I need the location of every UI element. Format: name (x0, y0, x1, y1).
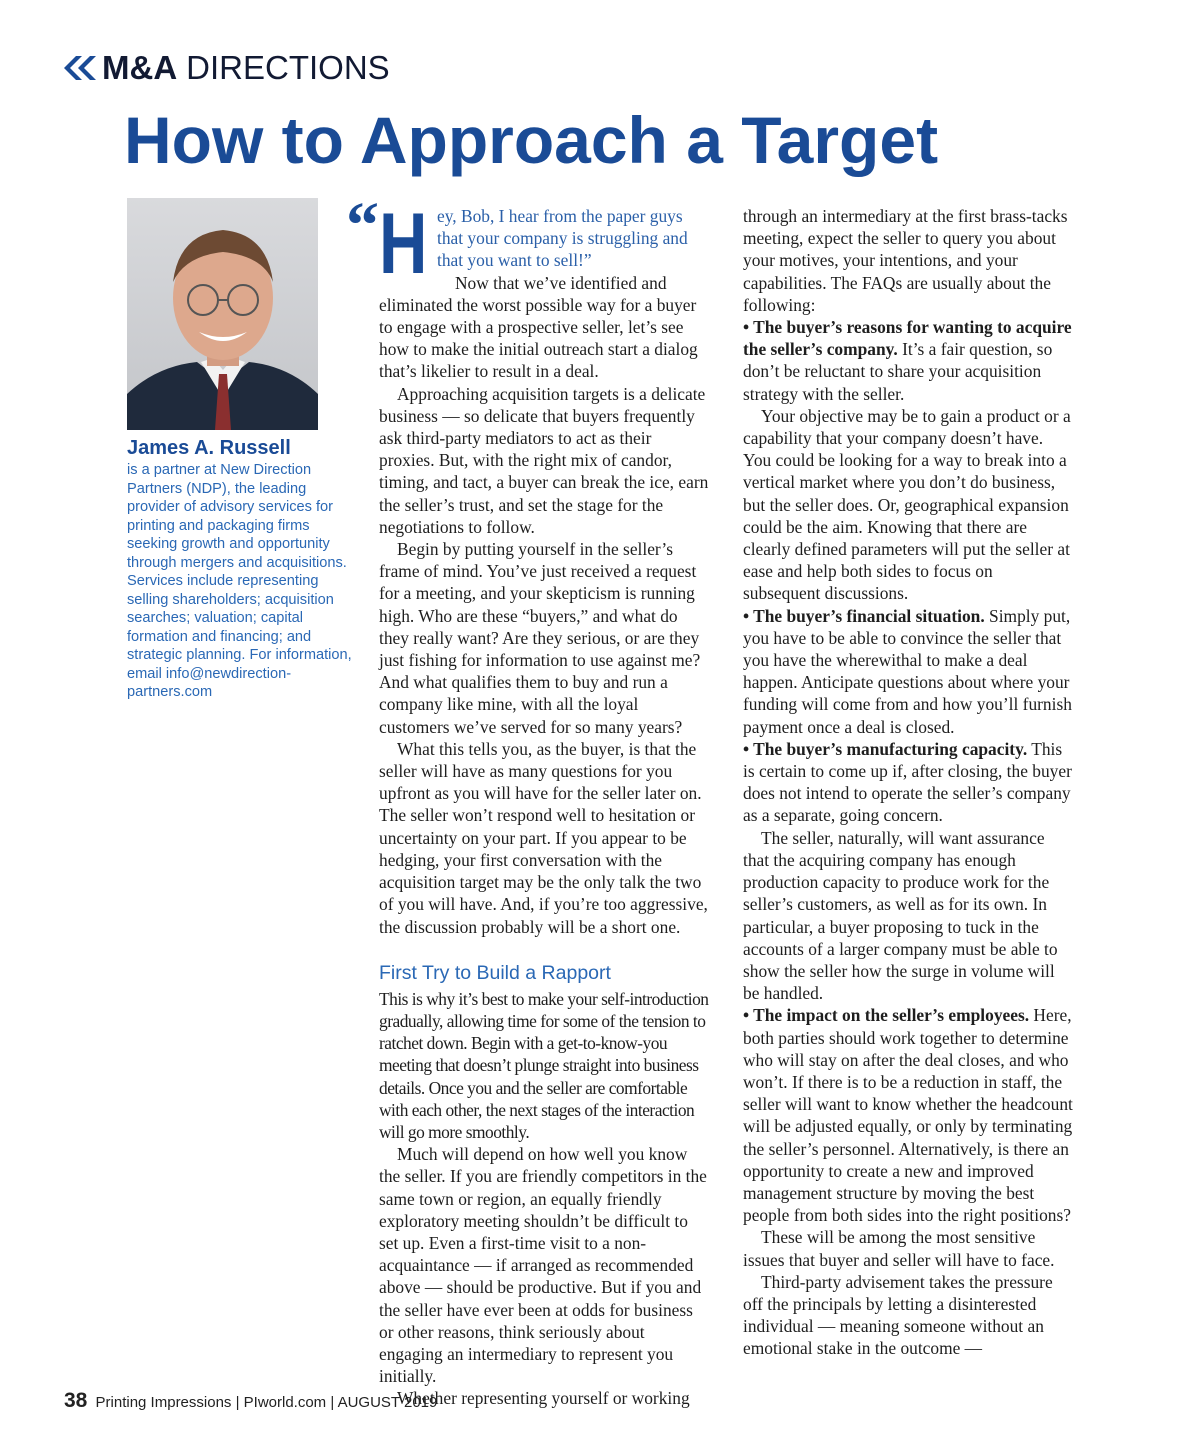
paragraph: What this tells you, as the buyer, is that the seller will have as many questions for you upfront as you will have for the seller later on. The seller won’t respond well to hesitation or uncertainty on your part. If you appear to be hedging, your first conversation with the acquisition target may be the only talk the two of you will have. And, if you’re too aggressive, the discussion probably will be a short one. (379, 738, 708, 937)
bullet-item (743, 316, 1074, 405)
paragraph: Much will depend on how well you know the seller. If you are friendly competitors in the same town or region, an equally friendly exploratory meeting shouldn’t be difficult to set up. Even a first-time visit to a non-acquaintance — if arranged as recommended above — should be productive. But if you and the seller have ever been at odds for business or other reasons, think seriously about engaging an intermediary to represent you initially. (379, 1144, 707, 1387)
bullet-lead: • The buyer’s manufacturing capacity. (743, 738, 1028, 759)
bullet-lead: • The impact on the seller’s employees. (743, 1005, 1030, 1026)
paragraph: Approaching acquisition targets is a delicate business — so delicate that buyers frequently ask third-party mediators to act as their proxies. But, with the right mix of candor, timing, and tact, a buyer can break the ice, earn the seller’s trust, and set the stage for the negotiations to follow. (379, 383, 709, 537)
subheading: First Try to Build a Rapport (379, 961, 611, 984)
page-number: 38 (64, 1389, 88, 1412)
section-label: DIRECTIONS (186, 49, 390, 86)
paragraph: This is why it’s best to make your self-introduction gradually, allowing time for some of the tension to ratchet down. Begin with a get-to-know-you meeting that doesn’t plunge straight into business details. Once you and the seller are comfortable with each other, the next stages of the interaction will go more smoothly. (379, 988, 709, 1142)
intro-quote: ey, Bob, I hear from the paper guys that your company is struggling and that you want to sell!” (437, 206, 688, 271)
bullet-text: It’s a fair question, so don’t be reluctant to share your acquisition strategy with the seller. (743, 339, 1053, 404)
article-title: How to Approach a Target (124, 103, 939, 177)
paragraph: Now that we’ve identified and eliminated the worst possible way for a buyer to engage with a prospective seller, let’s see how to make the initial outreach start a dialog that’s likelier to result in a deal. (379, 272, 698, 382)
bullet-lead: • The buyer’s financial situation. (743, 605, 985, 626)
article-column-right (743, 205, 1074, 1360)
page-footer (64, 1389, 437, 1413)
paragraph: Begin by putting yourself in the seller’s frame of mind. You’ve just received a request for a meeting, and your skepticism is running high. Who are these “buyers,” and what do they really want? Are they serious, or are they just fishing for information to use against me? And what qualifies them to buy and run a company like mine, with all the loyal customers we’ve served for so many years? (379, 539, 701, 737)
bullet-item (743, 738, 1074, 827)
author-name: James A. Russell (127, 437, 291, 459)
section-header (62, 46, 390, 90)
author-photo (127, 198, 318, 430)
bullet-item (743, 1004, 1074, 1226)
bullet-item (743, 605, 1074, 738)
paragraph: Your objective may be to gain a product or a capability that your company doesn’t have. You could be looking for a way to break into a vertical market where you don’t do business, but the seller does. Or, geographical expansion could be the aim. Knowing that there are clearly defined parameters will put the seller at ease and help both sides to focus on subsequent discussions. (743, 405, 1071, 604)
double-chevron-icon (62, 54, 96, 82)
dropcap: H (379, 196, 428, 292)
paragraph: through an intermediary at the first brass-tacks meeting, expect the seller to query you about your motives, your intentions, and your capabilities. The FAQs are usually about the following: (743, 206, 1068, 315)
author-bio (127, 435, 359, 702)
paragraph: These will be among the most sensitive issues that buyer and seller will have to face. (743, 1227, 1055, 1270)
paragraph: Whether representing yourself or working (397, 1388, 690, 1409)
bullet-text: Simply put, you have to be able to convince the seller that you have the wherewithal to make a deal happen. Anticipate questions about where your funding will come from and how you’ll furnish payment once a deal is closed. (743, 605, 1072, 737)
author-description: is a partner at New Direction Partners (NDP), the leading provider of advisory services for printing and packaging firms seeking growth and opportunity through mergers and acquisitions. Services include representing selling shareholders; acquisition searches; valuation; capital formation and financing; and strategic planning. For information, email info@newdirection-partners.com (127, 462, 352, 700)
opening-quote-mark: “ (346, 189, 379, 262)
bullet-lead: • The buyer’s reasons for wanting to acquire the seller’s company. (743, 317, 1072, 360)
bullet-text: Here, both parties should work together to determine who will stay on after the deal closes, and who won’t. If there is to be a reduction in staff, the seller will want to know whether the headcount will be adjusted equally, or only by terminating the seller’s personnel. Alternatively, is there an opportunity to create a new and improved management structure by moving the best people from both sides into the right positions? (743, 1005, 1073, 1226)
paragraph: The seller, naturally, will want assurance that the acquiring company has enough production capacity to produce work for the seller’s customers, as well as for its own. In particular, a buyer proposing to tuck in the accounts of a larger company must be able to show the seller how the surge in volume will be handled. (743, 827, 1058, 1004)
footer-text: Printing Impressions | PIworld.com | AUGUST 2019 (95, 1394, 438, 1411)
bullet-text: This is certain to come up if, after closing, the buyer does not intend to operate the seller’s company as a separate, going concern. (743, 738, 1072, 826)
section-label-bold: M&A (102, 49, 178, 86)
article-column-middle (379, 196, 711, 1410)
paragraph: Third-party advisement takes the pressure off the principals by letting a disinterested individual — meaning someone without an emotional stake in the outcome — (743, 1271, 1053, 1359)
